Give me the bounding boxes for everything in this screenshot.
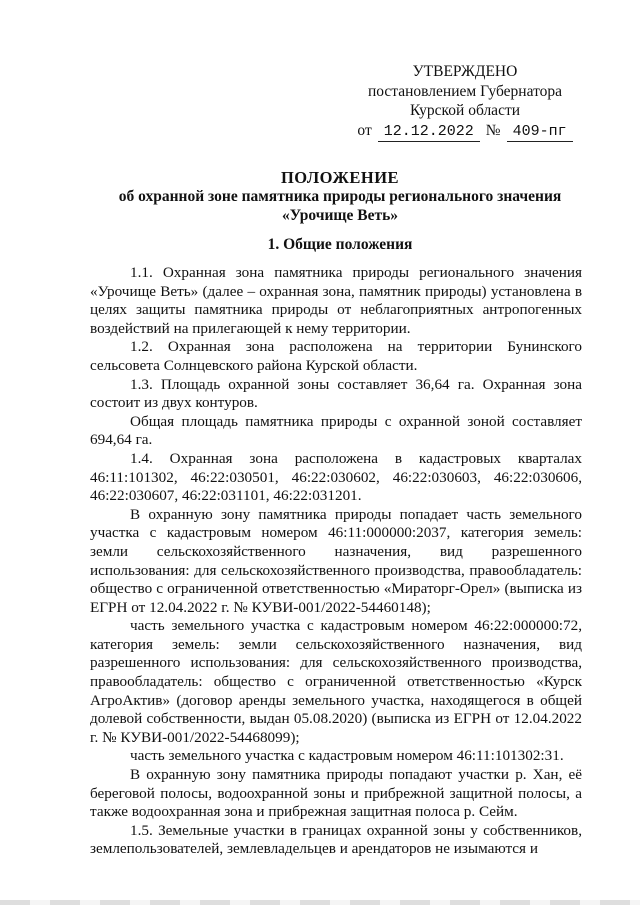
- document-name: «Урочище Веть»: [281, 207, 399, 224]
- paragraph-total-area: Общая площадь памятника природы с охранной зоной составляет 694,64 га.: [90, 412, 582, 449]
- approval-line-1: постановлением Губернатора: [367, 82, 563, 100]
- paragraph-1-4: 1.4. Охранная зона расположена в кадастровых кварталах 46:11:101302, 46:22:030501, 46:22:030602, 46:22:030603, 46:22:030606, 46:22:030607, 46:22:031101, 46:22:031201.: [90, 449, 582, 505]
- approval-date-line: [350, 121, 580, 143]
- paragraph-plot-72: часть земельного участка с кадастровым номером 46:22:000000:72, категория земель: земли сельскохозяйственного назначения, вид разрешенного использования: для сельскохозяйственного производства, правообладатель: общество с ограниченной ответственностью «Курск АгроАктив» (договор аренды земельного участка, находящегося в общей долевой собственности, выдан 05.08.2020) (выписка из ЕГРН от 12.04.2022 г. № КУВИ-001/2022-54468099);: [90, 617, 582, 746]
- number-sign: №: [485, 121, 501, 139]
- paragraph-rivers: В охранную зону памятника природы попадают участки р. Хан, её береговой полосы, водоохранной зоны и прибрежной защитной полосы, а также водоохранная зона и прибрежная защитная полоса р. Сейм.: [90, 766, 582, 821]
- paragraph-plot-31: часть земельного участка с кадастровым номером 46:11:101302:31.: [130, 747, 564, 765]
- approval-heading: УТВЕРЖДЕНО: [412, 63, 518, 80]
- paragraph-1-5: 1.5. Земельные участки в границах охранной зоны у собственников, землепользователей, землевладельцев и арендаторов не изымаются и: [90, 821, 582, 858]
- paragraph-1-3: 1.3. Площадь охранной зоны составляет 36,64 га. Охранная зона состоит из двух контуров.: [90, 375, 582, 412]
- paragraph-1-2: 1.2. Охранная зона расположена на территории Бунинского сельсовета Солнцевского района Курской области.: [90, 338, 582, 374]
- paragraph-1-1: 1.1. Охранная зона памятника природы регионального значения «Урочище Веть» (далее – охранная зона, памятник природы) установлена в целях защиты памятника природы от неблагоприятных антропогенных воздействий на прилегающей к нему территории.: [90, 264, 582, 337]
- approval-number: 409-пг: [507, 122, 573, 143]
- document-title: ПОЛОЖЕНИЕ: [280, 168, 400, 187]
- document-title-block: [90, 168, 590, 225]
- approval-stamp: [350, 62, 580, 142]
- approval-line-2: Курской области: [409, 102, 521, 119]
- paragraph-plot-2037: В охранную зону памятника природы попадает часть земельного участка с кадастровым номером 46:11:000000:2037, категория земель: земли сельскохозяйственного назначения, вид разрешенного использования: для сельскохозяйственного производства, правообладатель: общество с ограниченной ответственностью «Мираторг-Орел» (выписка из ЕГРН от 12.04.2022 г. № КУВИ-001/2022-54460148);: [90, 505, 582, 616]
- date-prefix: от: [357, 121, 372, 139]
- section-body: [90, 264, 582, 859]
- document-subtitle: об охранной зоне памятника природы регионального значения: [118, 188, 562, 205]
- approval-date: 12.12.2022: [378, 122, 480, 143]
- section-heading: 1. Общие положения: [267, 236, 413, 253]
- page-bottom-edge: [0, 900, 640, 905]
